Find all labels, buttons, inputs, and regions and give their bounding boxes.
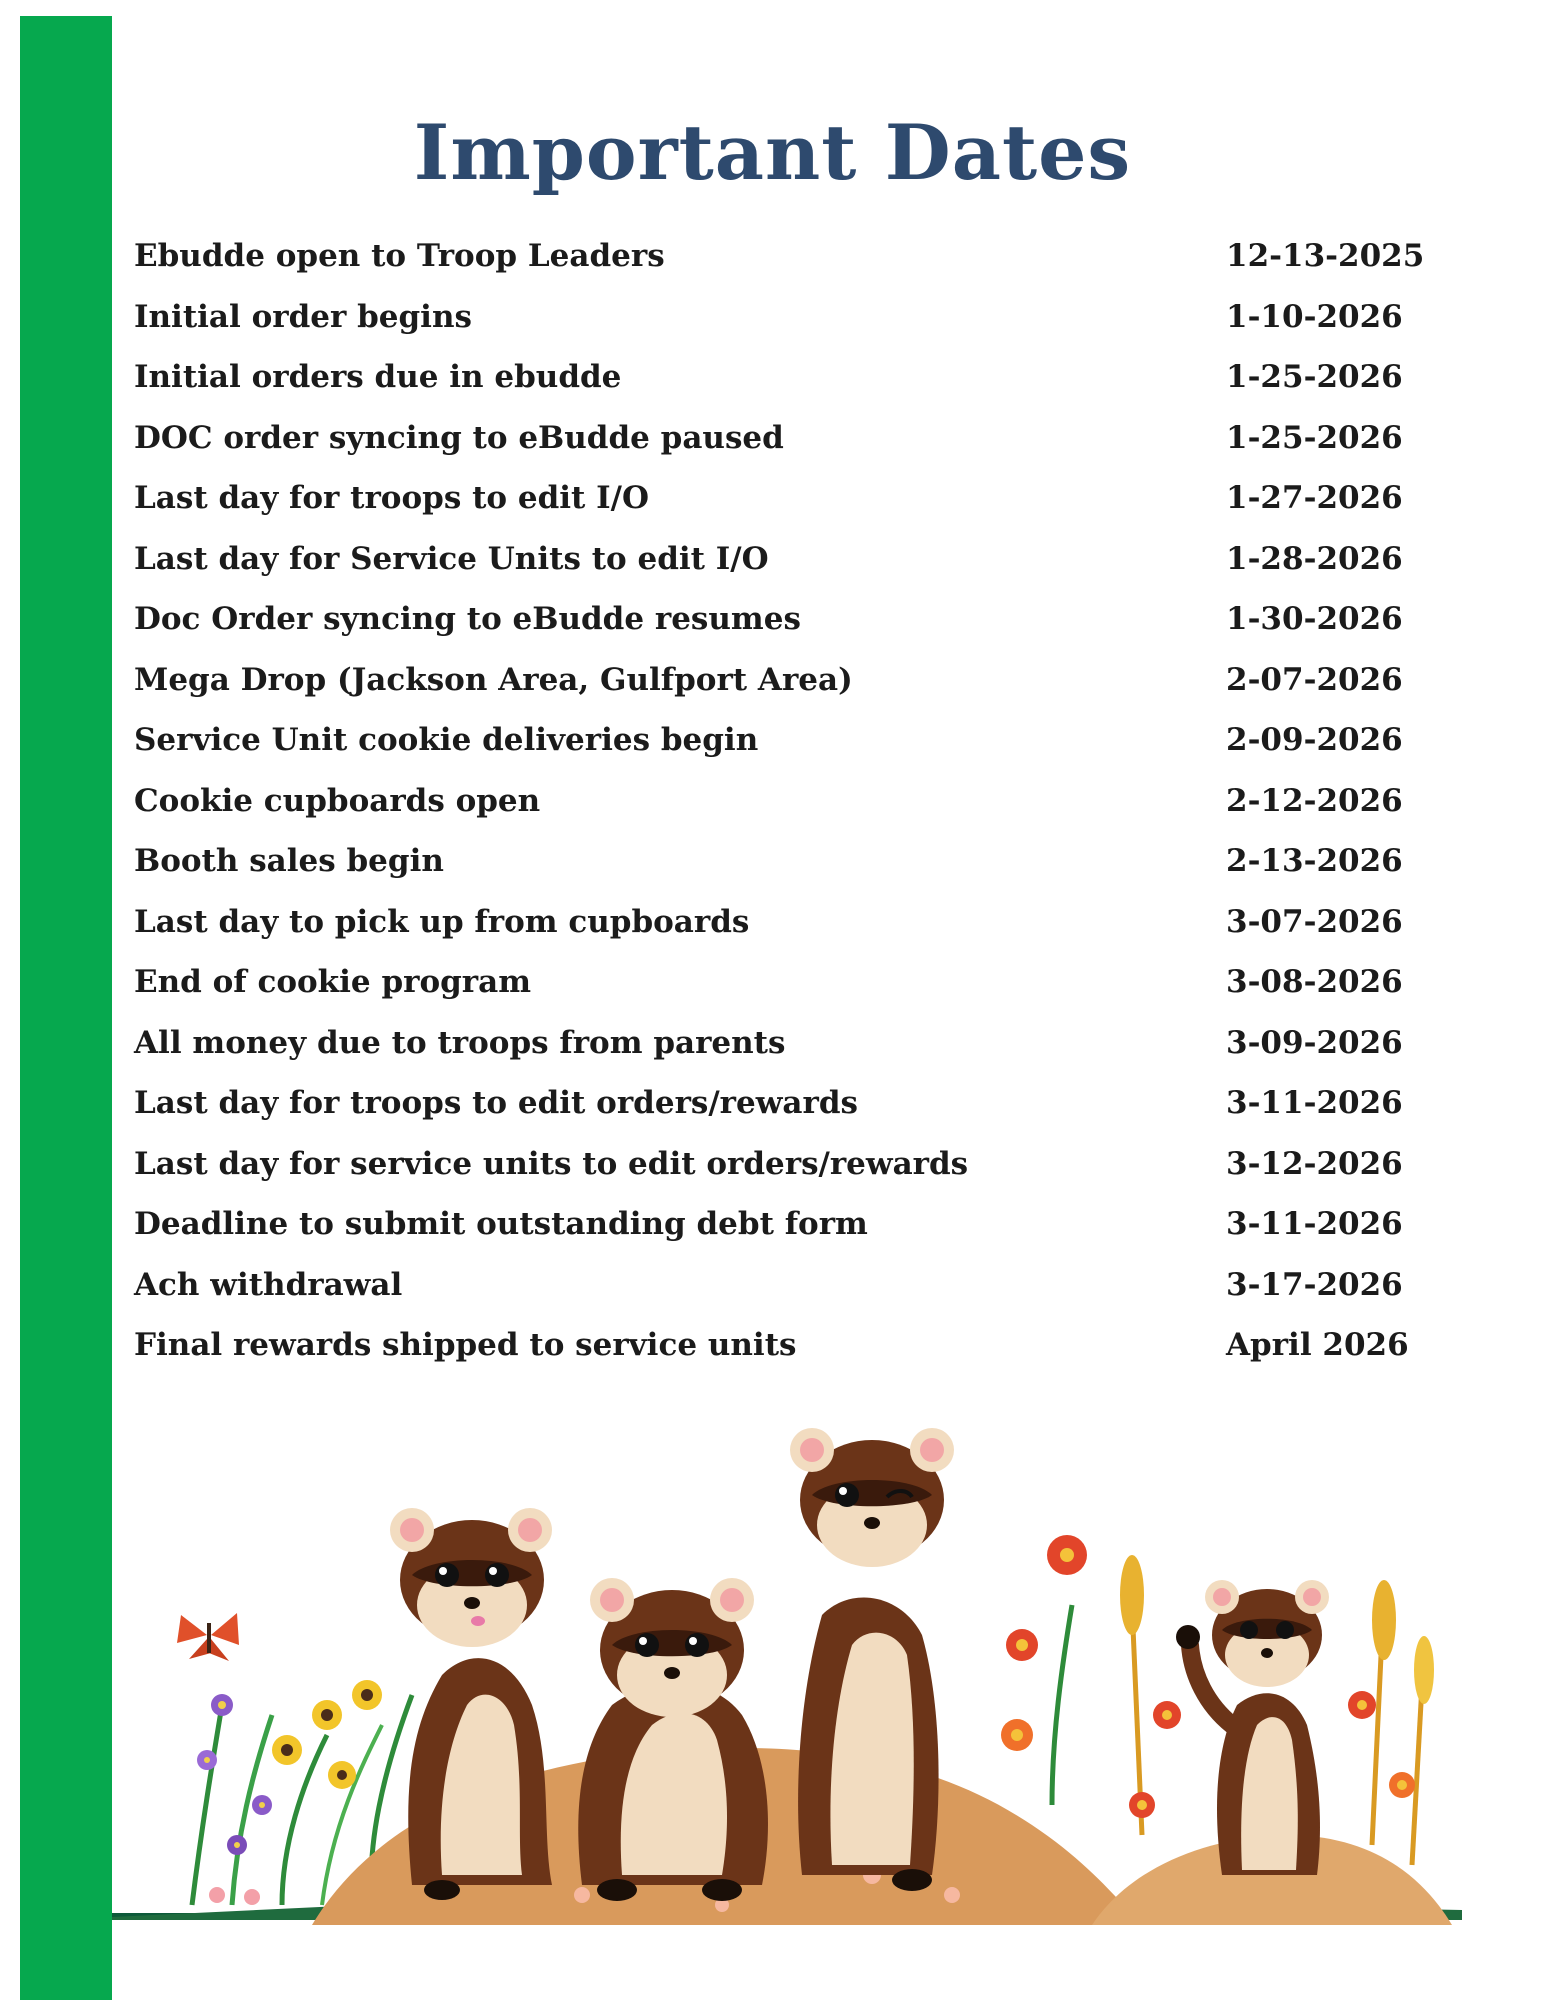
event-name: Last day to pick up from cupboards [134,903,750,940]
date-row [134,1077,1434,1138]
event-date: 1-25-2026 [1226,419,1403,456]
date-row [134,1259,1434,1320]
event-name: End of cookie program [134,964,532,1000]
event-date: 3-12-2026 [1226,1145,1403,1182]
ferret-icon [790,1428,954,1891]
date-row [134,593,1434,654]
event-name: Last day for troops to edit I/O [134,480,649,516]
ferret-icon [578,1578,768,1901]
event-name: DOC order syncing to eBudde paused [134,419,784,456]
event-date: 2-13-2026 [1226,843,1403,879]
event-name: Cookie cupboards open [134,782,541,819]
event-date: 3-08-2026 [1226,964,1403,1000]
date-row [134,1319,1434,1380]
date-row [134,775,1434,836]
date-row [134,533,1434,594]
event-date: 3-17-2026 [1226,1266,1403,1303]
event-name: Last day for troops to edit orders/rewards [134,1085,858,1121]
date-row [134,351,1434,412]
date-row [134,1198,1434,1259]
date-row [134,835,1434,896]
center-flowers-icon [1001,1535,1087,1805]
event-date: 3-09-2026 [1226,1024,1403,1061]
ferret-icon [390,1508,552,1900]
date-row [134,230,1434,291]
event-name: Deadline to submit outstanding debt form [134,1206,868,1242]
dates-list [134,230,1434,1380]
date-row [134,956,1434,1017]
event-date: 3-11-2026 [1226,1206,1403,1242]
ferrets-in-meadow-illustration [112,1405,1462,1925]
ferret-icon [1176,1580,1329,1875]
event-date: 1-10-2026 [1226,298,1403,335]
event-name: All money due to troops from parents [134,1024,786,1061]
date-row [134,654,1434,715]
event-date: 3-07-2026 [1226,903,1403,940]
event-date: 2-12-2026 [1226,782,1403,819]
event-date: April 2026 [1226,1327,1409,1363]
event-date: 3-11-2026 [1226,1085,1403,1121]
date-row [134,1017,1434,1078]
event-date: 2-09-2026 [1226,722,1403,758]
event-date: 12-13-2025 [1226,238,1425,274]
event-date: 2-07-2026 [1226,661,1403,698]
event-name: Last day for Service Units to edit I/O [134,540,769,577]
event-date: 1-30-2026 [1226,601,1403,637]
event-date: 1-28-2026 [1226,540,1403,577]
event-date: 1-27-2026 [1226,480,1403,516]
event-name: Last day for service units to edit orders/rewards [134,1145,969,1182]
event-date: 1-25-2026 [1226,359,1403,395]
event-name: Doc Order syncing to eBudde resumes [134,601,801,637]
page-title: Important Dates [413,108,1132,197]
event-name: Initial orders due in ebudde [134,359,622,395]
date-row [134,896,1434,957]
butterfly-icon [177,1613,239,1661]
event-name: Ach withdrawal [134,1266,403,1303]
green-side-bar [20,16,112,2000]
event-name: Booth sales begin [134,843,444,879]
date-row [134,291,1434,352]
date-row [134,472,1434,533]
event-name: Mega Drop (Jackson Area, Gulfport Area) [134,661,853,698]
event-name: Initial order begins [134,298,472,335]
date-row [134,1138,1434,1199]
date-row [134,412,1434,473]
event-name: Final rewards shipped to service units [134,1327,797,1363]
date-row [134,714,1434,775]
event-name: Ebudde open to Troop Leaders [134,238,665,274]
event-name: Service Unit cookie deliveries begin [134,722,759,758]
